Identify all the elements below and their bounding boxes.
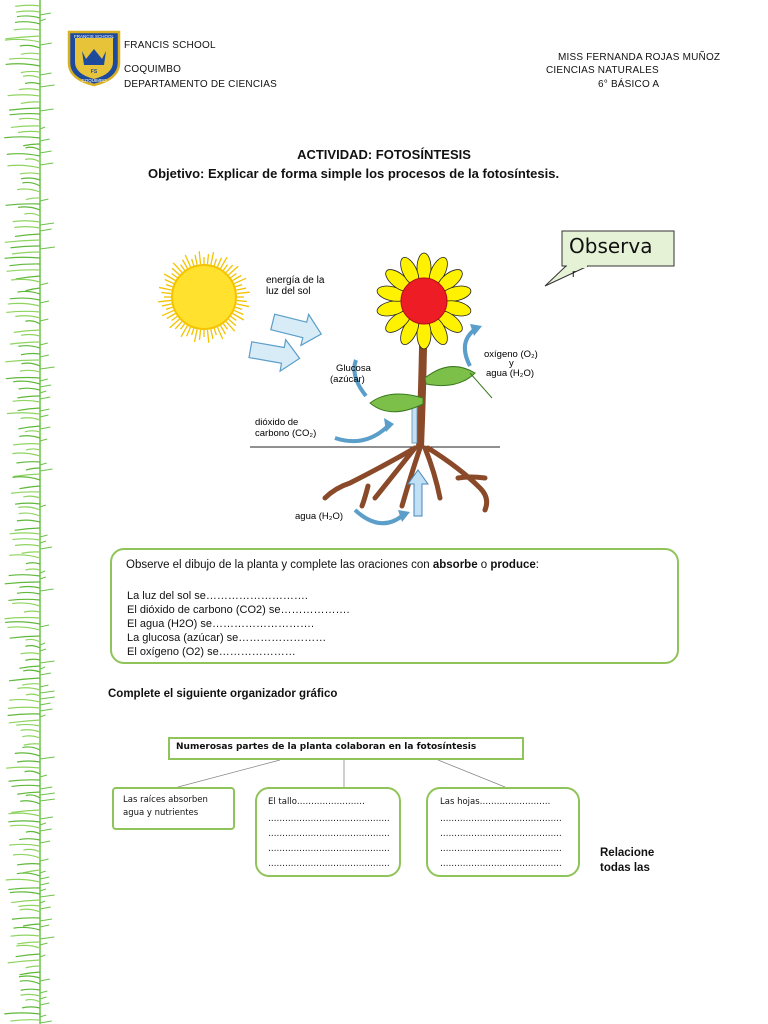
svg-text:luz del sol: luz del sol [266,286,311,297]
svg-text:agua (H₂O): agua (H₂O) [486,368,535,379]
svg-text:oxígeno (O₂): oxígeno (O₂) [484,349,538,360]
school-name: FRANCIS SCHOOL [124,40,216,51]
roots-text: agua y nutrientes [123,808,199,818]
sentence-line[interactable]: El oxígeno (O2) se………………… [127,646,296,658]
sentence-line[interactable]: La glucosa (azúcar) se…………………… [127,632,327,644]
organizer-heading: Complete el siguiente organizador gráfico [108,688,338,700]
svg-text:dióxido de: dióxido de [255,417,299,428]
svg-text:FRANCIS SCHOOL: FRANCIS SCHOOL [73,34,115,39]
side-note: todas las [600,862,650,874]
activity-objective: Objetivo: Explicar de forma simple los procesos de la fotosíntesis. [148,166,560,181]
sentence-line[interactable]: La luz del sol se………………………. [127,590,308,602]
organizer-main-text: Numerosas partes de la planta colaboran en la fotosíntesis [176,742,477,752]
stem-blank[interactable]: ……………………………………. [268,844,390,854]
svg-text:carbono (CO₂): carbono (CO₂) [255,428,317,439]
school-city: COQUIMBO [124,64,182,75]
svg-text:FS: FS [90,69,98,75]
leaves-blank[interactable]: ……………………………………. [440,844,562,854]
subject-name: CIENCIAS NATURALES [546,65,659,76]
grade-label: 6° BÁSICO A [598,79,660,90]
exercise-instruction: Observe el dibujo de la planta y complete las oraciones con absorbe o produce: [126,559,539,571]
stem-blank[interactable]: ……………………………………. [268,829,390,839]
school-department: DEPARTAMENTO DE CIENCIAS [124,79,277,90]
leaves-blank[interactable]: ……………………………………. [440,859,562,869]
sentence-line[interactable]: El agua (H2O) se………………………. [127,618,315,630]
svg-text:energía de la: energía de la [266,275,325,286]
callout-text-continuation: r [572,268,576,280]
svg-text:(azúcar): (azúcar) [330,374,365,385]
activity-title: ACTIVIDAD: FOTOSÍNTESIS [297,147,471,162]
teacher-name: MISS FERNANDA ROJAS MUÑOZ [558,52,721,63]
leaves-blank[interactable]: ……………………………………. [440,814,562,824]
leaves-title: Las hojas……………………. [440,797,551,807]
svg-text:agua (H₂O): agua (H₂O) [295,511,344,522]
leaves-blank[interactable]: ……………………………………. [440,829,562,839]
roots-text: Las raíces absorben [123,795,208,805]
stem-blank[interactable]: ……………………………………. [268,859,390,869]
svg-text:y: y [509,358,514,369]
stem-title: El tallo…………………… [268,797,365,807]
callout-text: Observa [569,234,653,258]
svg-text:COQUIMBO: COQUIMBO [81,78,107,83]
sentence-line[interactable]: El dióxido de carbono (CO2) se………………. [127,604,350,616]
side-note: Relacione [600,847,655,859]
svg-text:Glucosa: Glucosa [336,363,371,374]
stem-blank[interactable]: ……………………………………. [268,814,390,824]
